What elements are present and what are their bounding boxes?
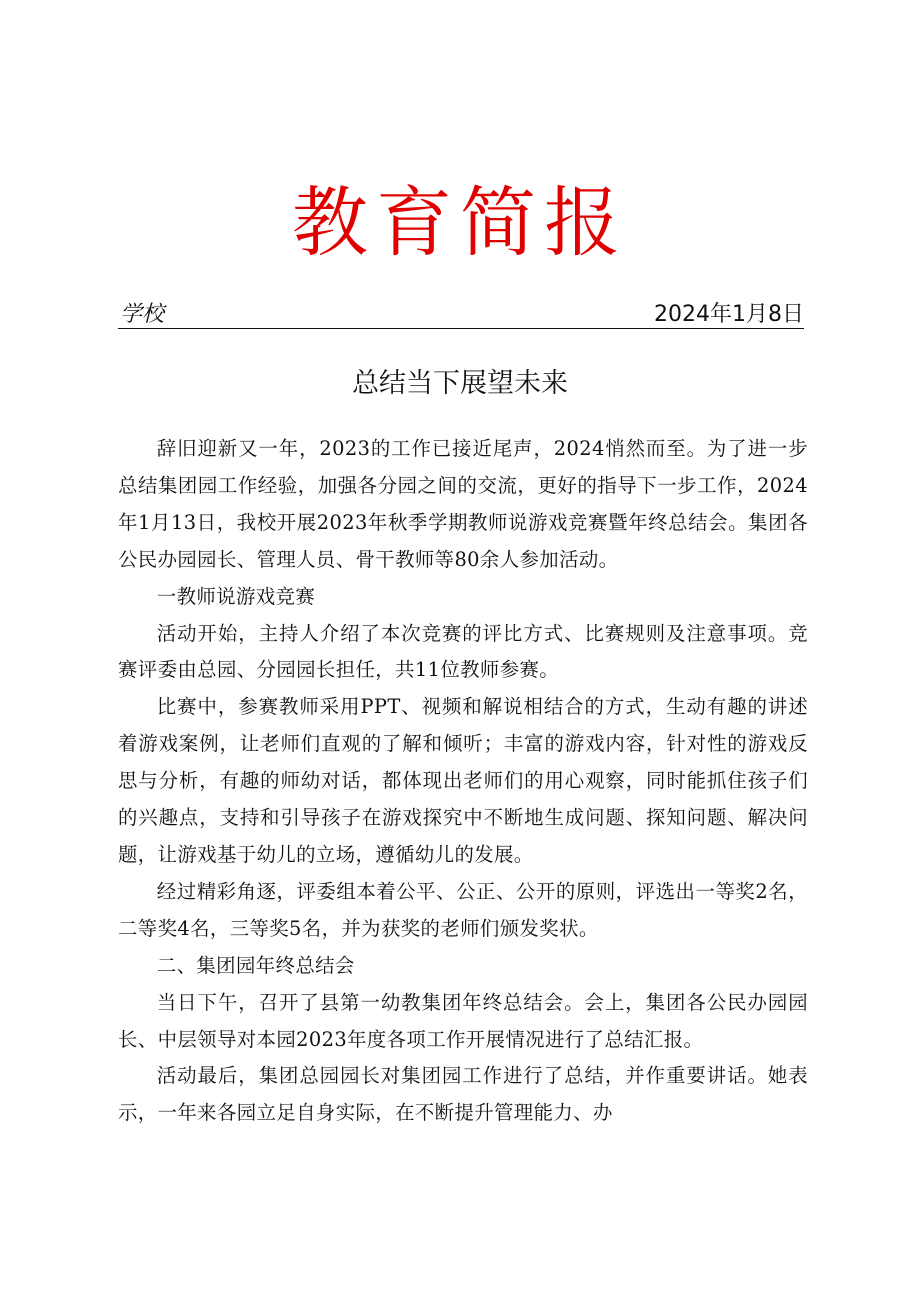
issue-date: 2024年1月8日 <box>654 302 804 327</box>
section-heading-contest: 一教师说游戏竞赛 <box>156 584 316 608</box>
article-title: 总结当下展望未来 <box>352 368 568 399</box>
paragraph-awards: 经过精彩角逐，评委组本着公平、公正、公开的原则，评选出一等奖2名，二等奖4名，三等奖5名，并为获奖的老师们颁发奖状。 <box>118 879 808 940</box>
section-heading-summary: 二、集团园年终总结会 <box>156 953 355 977</box>
paragraph-contest-start: 活动开始，主持人介绍了本次竞赛的评比方式、比赛规则及注意事项。竞赛评委由总园、分园园长担任，共11位教师参赛。 <box>118 621 808 682</box>
paragraph-contest-detail: 比赛中，参赛教师采用PPT、视频和解说相结合的方式，生动有趣的讲述着游戏案例，让老师们直观的了解和倾听；丰富的游戏内容，针对性的游戏反思与分析，有趣的师幼对话，都体现出老师们的用心观察，同时能抓住孩子们的兴趣点，支持和引导孩子在游戏探究中不断地生成问题、探知问题、解决问题，让游戏基于幼儿的立场，遵循幼儿的发展。 <box>118 695 808 866</box>
article-body <box>118 431 808 1132</box>
paragraph-intro: 辞旧迎新又一年，2023的工作已接近尾声，2024悄然而至。为了进一步总结集团园工作经验，加强各分园之间的交流，更好的指导下一步工作，2024年1月13日，我校开展2023年秋季学期教师说游戏竞赛暨年终总结会。集团各公民办园园长、管理人员、骨干教师等80余人参加活动。 <box>118 437 808 571</box>
paragraph-closing: 活动最后，集团总园园长对集团园工作进行了总结，并作重要讲话。她表示，一年来各园立足自身实际，在不断提升管理能力、办 <box>118 1064 808 1125</box>
masthead-title: 教育简报 <box>292 178 628 267</box>
issue-meta-line <box>118 298 804 329</box>
paragraph-afternoon: 当日下午，召开了县第一幼教集团年终总结会。会上，集团各公民办园园长、中层领导对本园2023年度各项工作开展情况进行了总结汇报。 <box>118 990 808 1051</box>
school-label: 学校 <box>120 302 165 327</box>
